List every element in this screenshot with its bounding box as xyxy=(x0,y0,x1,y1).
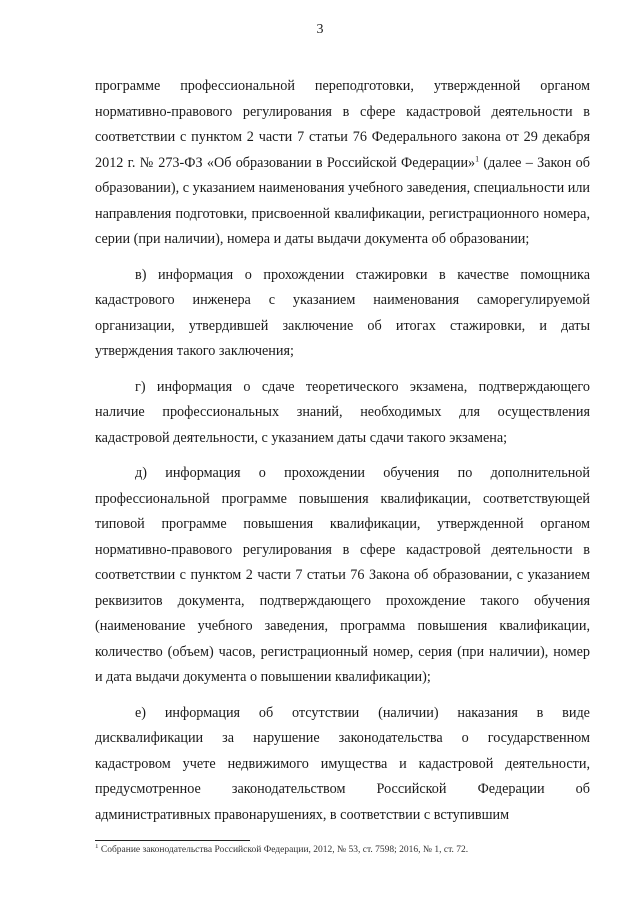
paragraph-item-e: е) информация об отсутствии (наличии) наказания в виде дисквалификации за нарушение законодательства о государственном кадастровом учете недвижимого имущества и кадастровой деятельности, предусмотренное законодательством Российской Федерации об административных правонарушениях, в соответствии с вступившим xyxy=(95,704,590,823)
paragraph-item-v: в) информация о прохождении стажировки в качестве помощника кадастрового инженера с указанием наименования саморегулируемой организации, утвердившей заключение об итогах стажировки, и даты утверждения такого заключения; xyxy=(95,266,590,359)
paragraph-continuation xyxy=(95,74,590,253)
footnote-marker: 1 xyxy=(95,844,99,850)
footnote-separator xyxy=(95,840,250,841)
paragraph-item-g: г) информация о сдаче теоретического экзамена, подтверждающего наличие профессиональных знаний, необходимых для осуществления кадастровой деятельности, с указанием даты сдачи такого экзамена; xyxy=(95,378,590,446)
paragraph-text-after-reference: (далее – Закон об образовании), с указанием наименования учебного заведения, специальности или направления подготовки, присвоенной квалификации, регистрационного номера, серии (при наличии), номера и даты выдачи документа об образовании; xyxy=(95,154,590,247)
page-number: 3 xyxy=(316,22,324,37)
footnote xyxy=(95,844,590,856)
footnote-reference: 1 xyxy=(475,153,480,163)
footnote-text: Собрание законодательства Российской Федерации, 2012, № 53, ст. 7598; 2016, № 1, ст. 72. xyxy=(98,845,469,855)
document-body xyxy=(95,74,590,828)
paragraph-item-d: д) информация о прохождении обучения по дополнительной профессиональной программе повышения квалификации, соответствующей типовой программе повышения квалификации, утвержденной органом нормативно-правового регулирования в сфере кадастровой деятельности в соответствии с пунктом 2 части 7 статьи 76 Закона об образовании, с указанием реквизитов документа, подтверждающего прохождение такого обучения (наименование учебного заведения, программа повышения квалификации, количество (объем) часов, регистрационный номер, серия (при наличии), номер и дата выдачи документа о повышении квалификации); xyxy=(95,465,590,685)
paragraph-text: программе профессиональной переподготовки, утвержденной органом нормативно-правового регулирования в сфере кадастровой деятельности в соответствии с пунктом 2 части 7 статьи 76 Федерального закона от 29 декабря 2012 г. № 273-ФЗ «Об образовании в Российской Федерации» xyxy=(95,78,590,171)
